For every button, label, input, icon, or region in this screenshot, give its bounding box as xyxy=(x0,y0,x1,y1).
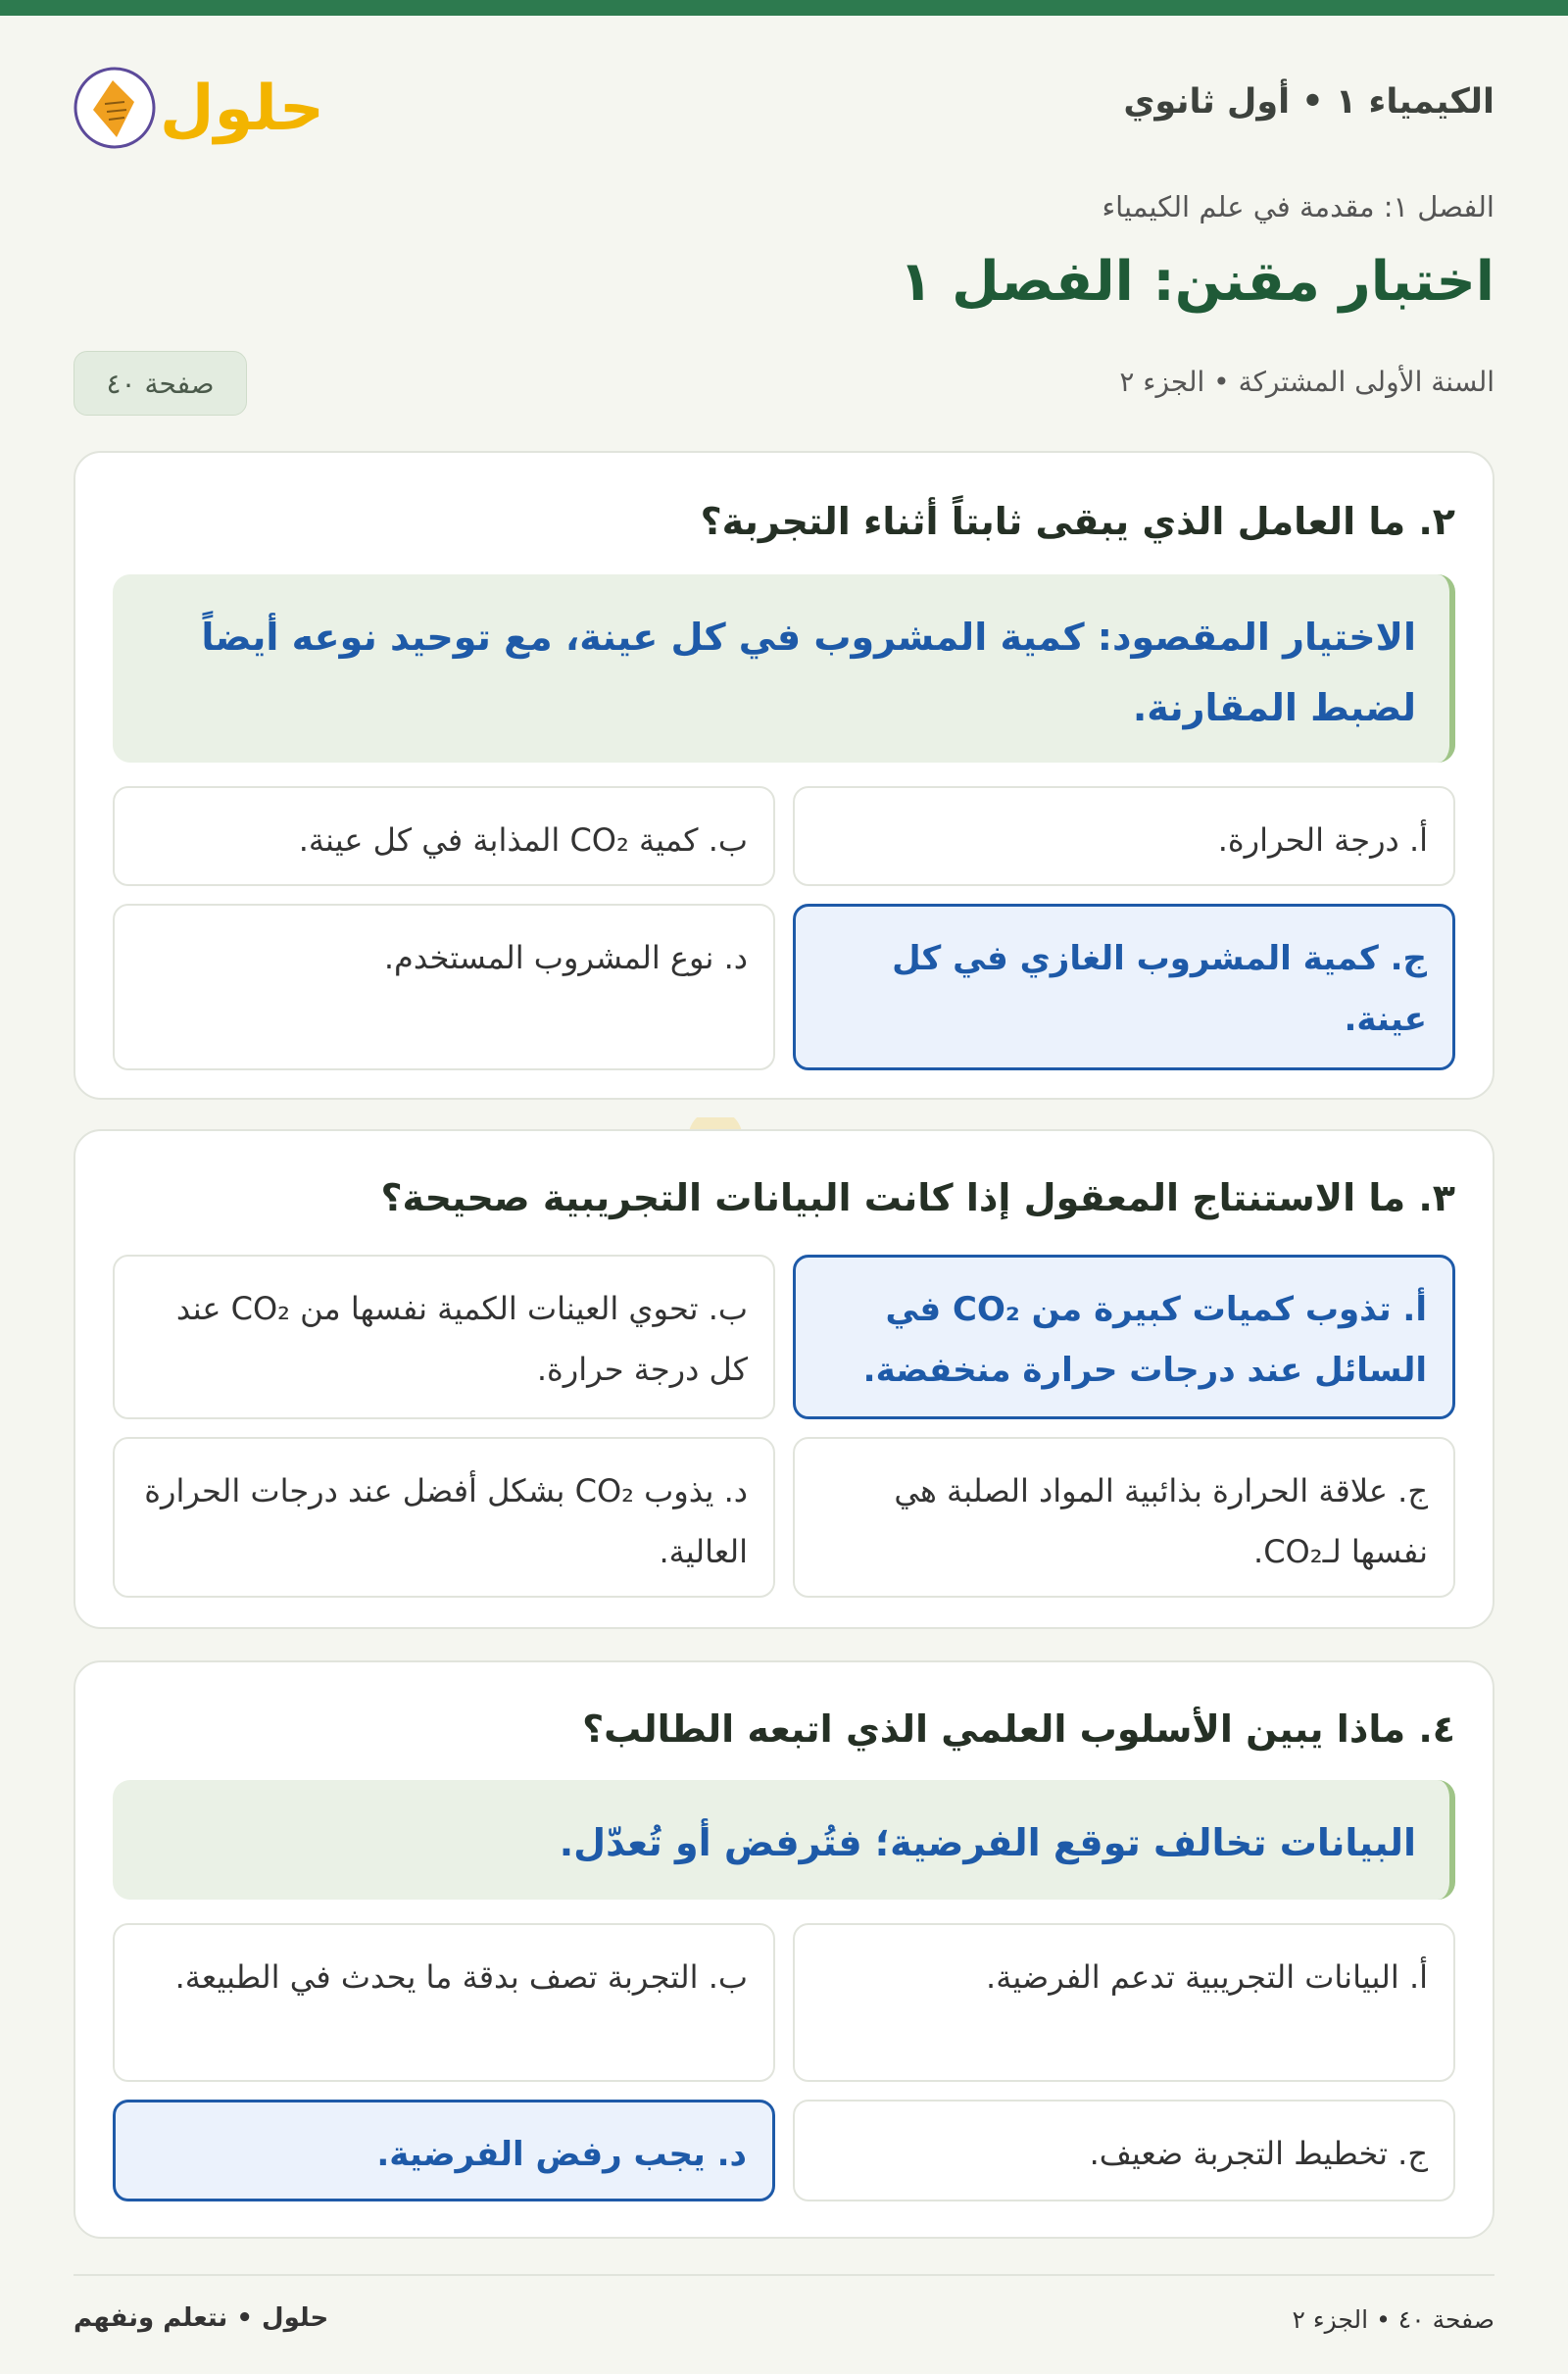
page-title: اختبار مقنن: الفصل ١ xyxy=(899,250,1494,314)
intended-answer-box: البيانات تخالف توقع الفرضية؛ فتُرفض أو تُعدّل. xyxy=(113,1780,1455,1900)
page-header xyxy=(74,59,1494,157)
brand-logo-text: حلول xyxy=(160,73,324,145)
question-card xyxy=(74,451,1494,1100)
top-accent-bar xyxy=(0,0,1568,16)
footer-brand: حلول • نتعلم ونفهم xyxy=(74,2303,329,2333)
option-c[interactable]: ج. علاقة الحرارة بذائبية المواد الصلبة هي نفسها لـCO₂. xyxy=(793,1437,1455,1598)
option-d-selected[interactable]: د. يجب رفض الفرضية. xyxy=(113,2100,775,2201)
option-c[interactable]: ج. تخطيط التجربة ضعيف. xyxy=(793,2100,1455,2201)
option-b[interactable]: ب. التجربة تصف بدقة ما يحدث في الطبيعة. xyxy=(113,1923,775,2082)
brand-logo[interactable] xyxy=(74,59,328,157)
question-text: ٤. ماذا يبين الأسلوب العلمي الذي اتبعه الطالب؟ xyxy=(582,1707,1455,1751)
question-card xyxy=(74,1129,1494,1629)
footer-divider xyxy=(74,2274,1494,2276)
option-a[interactable]: أ. درجة الحرارة. xyxy=(793,786,1455,886)
option-d[interactable]: د. نوع المشروب المستخدم. xyxy=(113,904,775,1070)
option-b[interactable]: ب. تحوي العينات الكمية نفسها من CO₂ عند كل درجة حرارة. xyxy=(113,1255,775,1419)
question-text: ٢. ما العامل الذي يبقى ثابتاً أثناء التجربة؟ xyxy=(700,500,1455,543)
subject-title: الكيمياء ١ • أول ثانوي xyxy=(1123,82,1494,122)
question-text: ٣. ما الاستنتاج المعقول إذا كانت البيانات التجريبية صحيحة؟ xyxy=(380,1176,1455,1219)
option-d[interactable]: د. يذوب CO₂ بشكل أفضل عند درجات الحرارة العالية. xyxy=(113,1437,775,1598)
option-c-selected[interactable]: ج. كمية المشروب الغازي في كل عينة. xyxy=(793,904,1455,1070)
edition-meta: السنة الأولى المشتركة • الجزء ٢ xyxy=(1119,366,1494,398)
option-b[interactable]: ب. كمية CO₂ المذابة في كل عينة. xyxy=(113,786,775,886)
chapter-label: الفصل ١: مقدمة في علم الكيمياء xyxy=(1102,190,1494,223)
intended-answer-box: الاختيار المقصود: كمية المشروب في كل عينة، مع توحيد نوعه أيضاً لضبط المقارنة. xyxy=(113,574,1455,763)
option-a-selected[interactable]: أ. تذوب كميات كبيرة من CO₂ في السائل عند درجات حرارة منخفضة. xyxy=(793,1255,1455,1419)
page-number-badge: صفحة ٤٠ xyxy=(74,351,247,416)
option-a[interactable]: أ. البيانات التجريبية تدعم الفرضية. xyxy=(793,1923,1455,2082)
footer-page-info: صفحة ٤٠ • الجزء ٢ xyxy=(1292,2305,1494,2334)
question-card xyxy=(74,1660,1494,2239)
